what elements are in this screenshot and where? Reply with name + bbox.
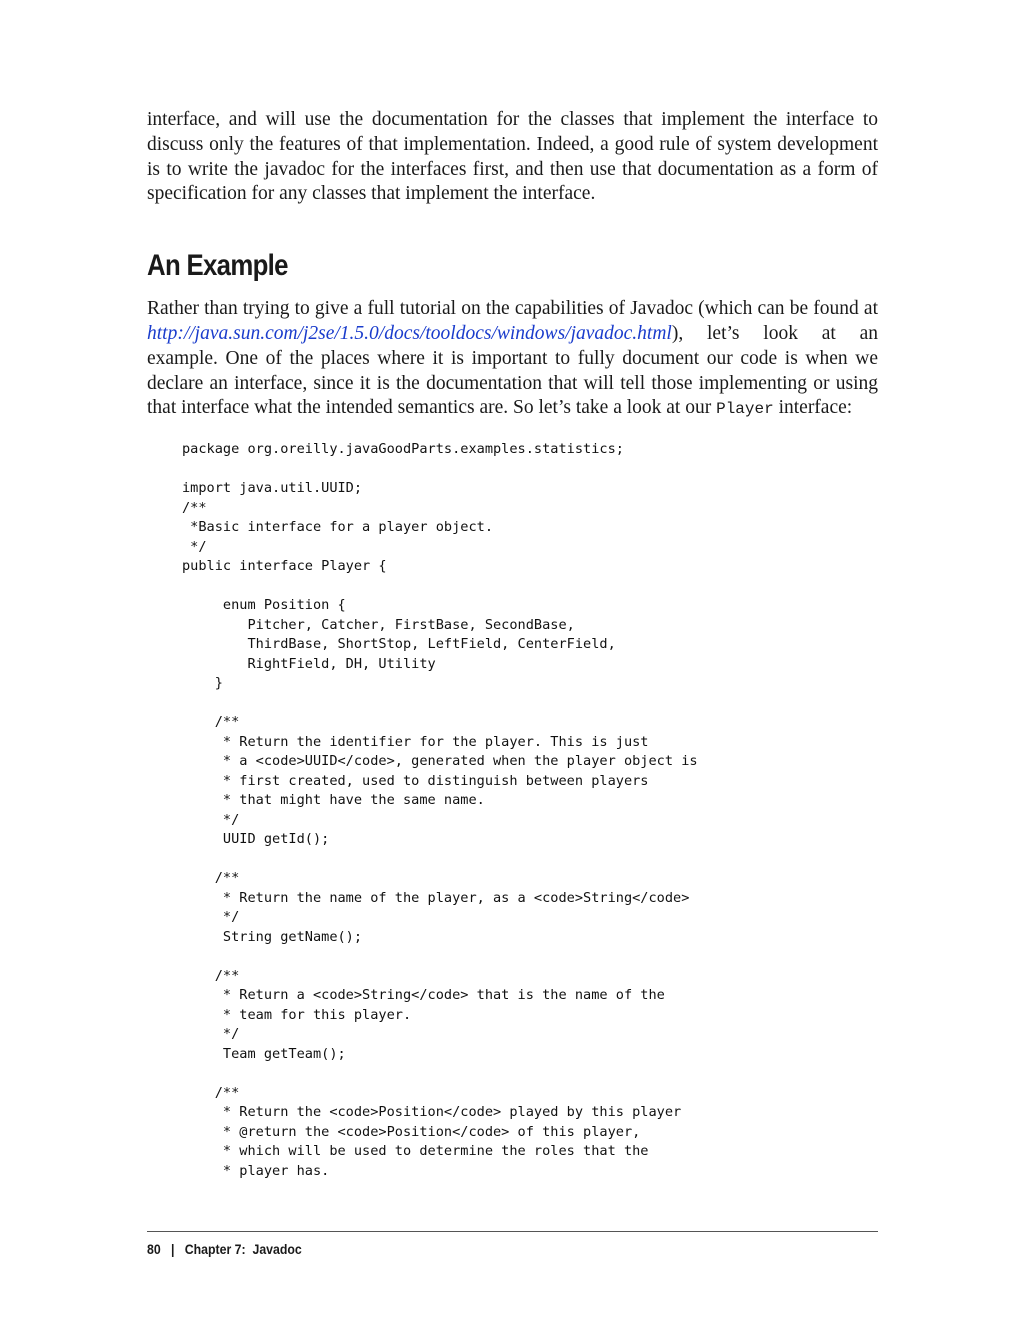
body-paragraph [147, 297, 878, 422]
body-text-before-link: Rather than trying to give a full tutorial on the capabilities of Javadoc (which can be found at [147, 298, 878, 320]
body-text-after-link: ), let’s look at an example. One of the places where it is important to fully document our code is when we declare an interface, since it is the documentation that will tell those implementing or using that interface what the intended semantics are. So let’s take a look at our [147, 322, 878, 419]
chapter-title: Chapter 7: Javadoc [184, 1241, 302, 1257]
footer-separator: | [170, 1241, 175, 1257]
javadoc-doc-link[interactable]: http://java.sun.com/j2se/1.5.0/docs/tooldocs/windows/javadoc.html [147, 322, 672, 344]
page-footer [147, 1241, 302, 1257]
page-content [147, 108, 878, 1181]
footer-divider [147, 1231, 878, 1232]
code-listing: package org.oreilly.javaGoodParts.examples.statistics; import java.util.UUID; /** *Basic interface for a player object. */ public interface Player { enum Position { Pitcher, Catcher, FirstBase, SecondBase, ThirdBase, ShortStop, LeftField, CenterField, RightField, DH, Utility } /** * Return the identifier for the player. This is just * a <code>UUID</code>, generated when the player object is * first created, used to distinguish between players * that might have the same name. */ UUID getId(); /** * Return the name of the player, as a <code>String</code> */ String getName(); /** * Return a <code>String</code> that is the name of the * team for this player. */ Team getTeam(); /** * Return the <code>Position</code> played by this player * @return the <code>Position</code> of this player, * which will be used to determine the roles that the * player has. [182, 441, 698, 1179]
section-heading: An Example [147, 249, 288, 283]
body-text-after-code: interface: [773, 397, 853, 419]
inline-code-player: Player [716, 400, 774, 419]
intro-paragraph: interface, and will use the documentation for the classes that implement the interface to discuss only the features of that implementation. Indeed, a good rule of system development is to write the javadoc for the interfaces first, and then use that documentation as a form of specification for any classes that implement the interface. [147, 109, 878, 205]
page-number: 80 [147, 1241, 161, 1257]
